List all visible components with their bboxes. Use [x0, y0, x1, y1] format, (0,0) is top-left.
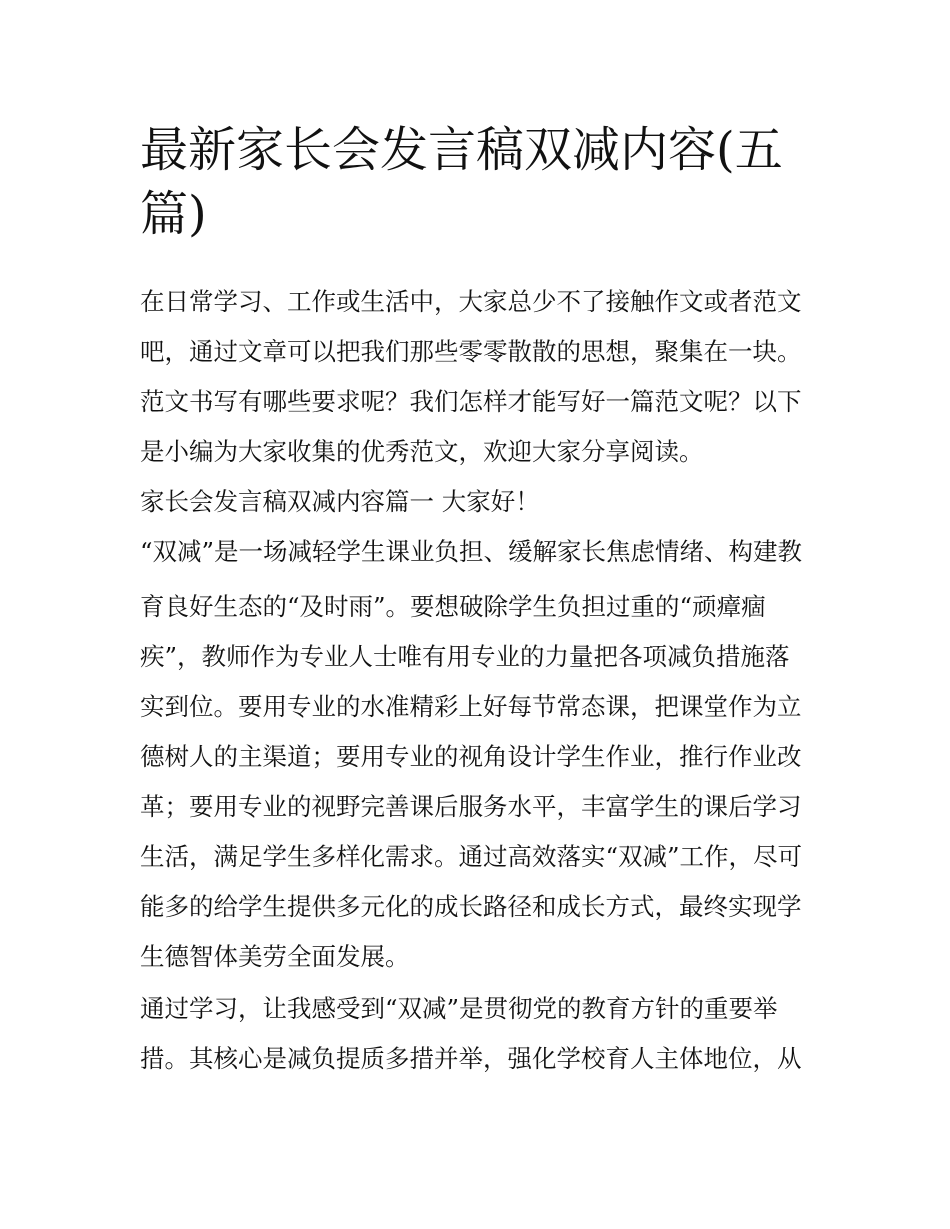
paragraph-line: 范文书写有哪些要求呢？我们怎样才能写好一篇范文呢？以下	[140, 387, 802, 416]
document-title: 最新家长会发言稿双减内容(五篇)	[140, 122, 783, 242]
paragraph-line: 措。其核心是减负提质多措并举，强化学校育人主体地位，从	[140, 1044, 802, 1073]
section-heading-line: 家长会发言稿双减内容篇一 大家好！	[140, 487, 540, 516]
paragraph-line: 实到位。要用专业的水准精彩上好每节常态课，把课堂作为立	[140, 692, 802, 721]
paragraph-line: 在日常学习、工作或生活中，大家总少不了接触作文或者范文	[140, 287, 802, 316]
paragraph-line: 生活，满足学生多样化需求。通过高效落实“双减”工作，尽可	[140, 842, 803, 871]
paragraph-line: 通过学习，让我感受到“双减”是贯彻党的教育方针的重要举	[140, 994, 778, 1023]
paragraph-line: “双减”是一场减轻学生课业负担、缓解家长焦虑情绪、构建教	[140, 537, 803, 566]
paragraph-line: 育良好生态的“及时雨”。要想破除学生负担过重的“顽瘴痼	[140, 592, 766, 621]
paragraph-line: 生德智体美劳全面发展。	[140, 942, 410, 971]
paragraph-line: 疾”，教师作为专业人士唯有用专业的力量把各项减负措施落	[140, 642, 790, 671]
paragraph-line: 是小编为大家收集的优秀范文，欢迎大家分享阅读。	[140, 437, 704, 466]
paragraph-line: 革；要用专业的视野完善课后服务水平，丰富学生的课后学习	[140, 792, 802, 821]
paragraph-line: 能多的给学生提供多元化的成长路径和成长方式，最终实现学	[140, 892, 802, 921]
paragraph-line: 吧，通过文章可以把我们那些零零散散的思想，聚集在一块。	[140, 337, 802, 366]
paragraph-line: 德树人的主渠道；要用专业的视角设计学生作业，推行作业改	[140, 742, 802, 771]
